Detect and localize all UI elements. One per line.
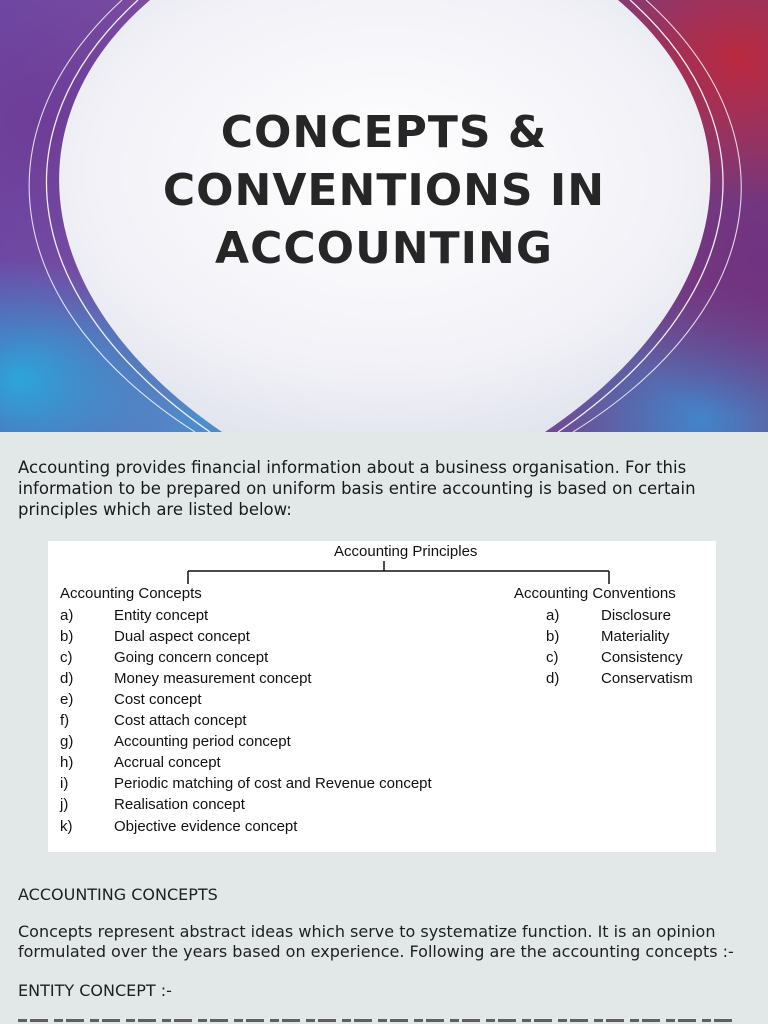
truncated-text-line [18, 1016, 753, 1024]
item-letter: g) [60, 733, 74, 750]
item-text: Periodic matching of cost and Revenue concept [114, 775, 432, 792]
item-letter: b) [546, 628, 560, 645]
item-text: Consistency [601, 649, 683, 666]
item-text: Entity concept [114, 607, 209, 624]
item-text: Disclosure [601, 607, 672, 624]
item-letter: d) [546, 670, 560, 687]
item-letter: c) [60, 649, 73, 666]
item-text: Going concern concept [114, 649, 269, 666]
item-letter: a) [60, 607, 74, 624]
conventions-heading: Accounting Conventions [514, 585, 676, 602]
intro-paragraph: Accounting provides financial information about a business organisation. For this information to be prepared on uniform basis entire accounting is based on certain principles which are listed below: [18, 458, 696, 519]
title-line-1: CONCEPTS & [220, 107, 548, 158]
item-letter: c) [546, 649, 559, 666]
item-letter: a) [546, 607, 560, 624]
item-text: Dual aspect concept [114, 628, 250, 645]
title-banner [0, 0, 768, 432]
item-letter: d) [60, 670, 74, 687]
title-line-3: ACCOUNTING [215, 223, 553, 274]
document-title [0, 104, 768, 278]
section-paragraph: Concepts represent abstract ideas which serve to systematize function. It is an opinion formulated over the years based on experience. Following are the accounting concepts :- [18, 922, 734, 961]
item-text: Accrual concept [114, 754, 221, 771]
title-line-2: CONVENTIONS IN [162, 165, 606, 216]
subsection-heading: ENTITY CONCEPT :- [18, 981, 172, 1000]
item-letter: e) [60, 691, 74, 708]
item-text: Money measurement concept [114, 670, 312, 687]
item-letter: f) [60, 712, 70, 729]
item-letter: h) [60, 754, 74, 771]
principles-diagram [48, 541, 716, 852]
item-text: Cost concept [114, 691, 202, 708]
concepts-heading: Accounting Concepts [60, 585, 202, 602]
diagram-title: Accounting Principles [334, 543, 478, 560]
item-text: Cost attach concept [114, 712, 247, 729]
item-text: Accounting period concept [114, 733, 291, 750]
item-letter: b) [60, 628, 74, 645]
item-text: Materiality [601, 628, 670, 645]
item-letter: j) [60, 796, 69, 813]
item-letter: k) [60, 818, 73, 835]
item-text: Objective evidence concept [114, 818, 298, 835]
item-text: Realisation concept [114, 796, 245, 813]
item-text: Conservatism [601, 670, 693, 687]
section-heading: ACCOUNTING CONCEPTS [18, 885, 218, 904]
item-letter: i) [60, 775, 69, 792]
